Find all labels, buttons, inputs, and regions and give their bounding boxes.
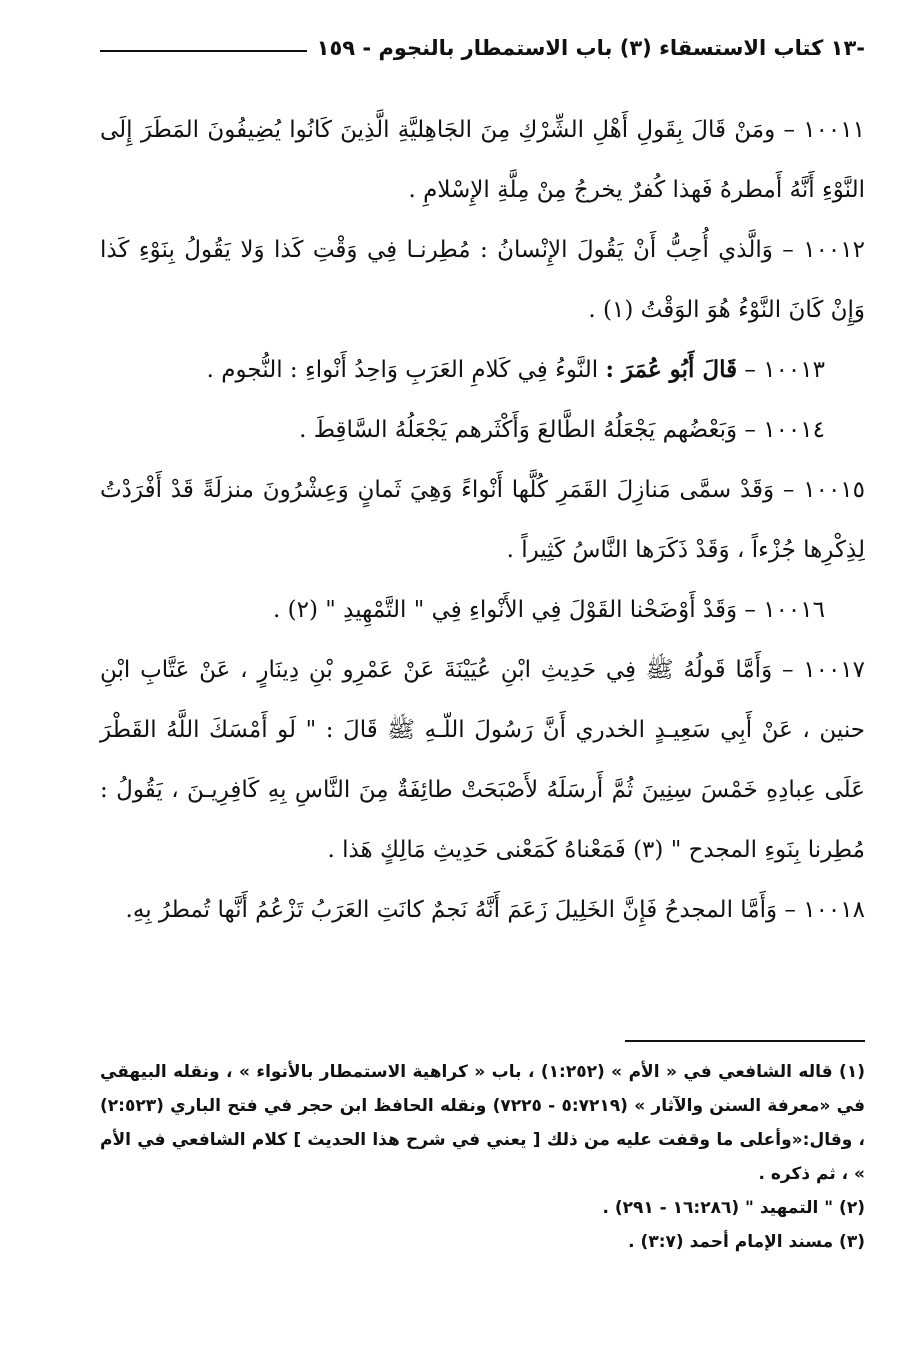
paragraph-text: وَقَدْ سمَّى مَنازِلَ القَمَرِ كُلَّها أَنْواءً وَهِيَ ثَمانٍ وَعِشْرُونَ منزلَةً قَدْ أَفْرَدْتُ لِذِكْرِها جُزْءاً ، وَقَدْ ذَكَرَها النَّاسُ كَثِيراً . — [100, 477, 865, 563]
paragraph-number: ١٠٠١٤ — [763, 417, 825, 443]
paragraph: ١٠٠١١ – ومَنْ قَالَ بِقَولِ أَهْلِ الشِّرْكِ مِنَ الجَاهِليَّةِ الَّذِينَ كَانُوا يُضِيفُونَ المَطَرَ إِلَى النَّوْءِ أَنَّهُ أَمطرهُ فَهذا كُفرٌ يخرجُ مِنْ مِلَّةِ الإِسْلامِ . — [100, 117, 865, 203]
paragraph-text: وَبَعْضُهم يَجْعَلُهُ الطَّالعَ وَأَكْثَرهم يَجْعَلُهُ السَّاقِطَ . — [299, 417, 738, 443]
paragraph-text: وَقَدْ أَوْضَحْنا القَوْلَ فِي الأَنْواءِ فِي " التَّمْهِيدِ " (٢) . — [272, 597, 738, 623]
paragraph-text: وَالَّذي أُحِبُّ أَنْ يَقُولَ الإِنْسانُ : مُطِرنـا فِي وَقْتِ كَذا وَلا يَقُولُ بِنَوْءِ كَذا وَإِنْ كَانَ النَّوْءُ هُوَ الوَقْتُ (١) . — [100, 237, 865, 323]
paragraph-number: ١٠٠١٦ — [763, 597, 825, 623]
footnote: (٢) " التمهيد " (١٦:٢٨٦ - ٢٩١) . — [602, 1198, 865, 1218]
paragraph-text: النَّوءُ فِي كَلامِ العَرَبِ وَاحِدُ أَنْواءِ : النُّجوم . — [206, 357, 599, 383]
footnote: (١) قاله الشافعي في « الأم » (١:٢٥٢) ، باب « كراهية الاستمطار بالأنواء » ، ونقله البيهقي في «معرفة السنن والآثار » (٥:٧٢١٩ - ٧٢٢٥) ونقله الحافظ ابن حجر في فتح الباري (٢:٥٢٣) ، وقال:«وأعلى ما وقفت عليه من ذلك [ يعني في شرح هذا الحديث ] كلام الشافعي في الأم » ، ثم ذكره . — [100, 1062, 865, 1184]
paragraph-text: وَأَمَّا المجدحُ فَإِنَّ الخَلِيلَ زَعَمَ أَنَّهُ نَجمٌ كانَتِ العَرَبُ تَزْعُمُ أَنَّها تُمطرُ بِهِ. — [125, 897, 778, 923]
paragraph-text: ومَنْ قَالَ بِقَولِ أَهْلِ الشِّرْكِ مِنَ الجَاهِليَّةِ الَّذِينَ كَانُوا يُضِيفُونَ المَطَرَ إِلَى النَّوْءِ أَنَّهُ أَمطرهُ فَهذا كُفرٌ يخرجُ مِنْ مِلَّةِ الإِسْلامِ . — [100, 117, 865, 203]
paragraph: ١٠٠١٦ – وَقَدْ أَوْضَحْنا القَوْلَ فِي الأَنْواءِ فِي " التَّمْهِيدِ " (٢) . — [272, 597, 825, 623]
header-title: -١٣ كتاب الاستسقاء (٣) باب الاستمطار بالنجوم - ١٥٩ — [316, 36, 865, 60]
paragraph-lead: قَالَ أَبُو عُمَرَ : — [605, 356, 738, 383]
paragraph: ١٠٠١٣ – قَالَ أَبُو عُمَرَ : النَّوءُ فِي كَلامِ العَرَبِ وَاحِدُ أَنْواءِ : النُّجوم . — [206, 356, 825, 383]
paragraph: ١٠٠١٥ – وَقَدْ سمَّى مَنازِلَ القَمَرِ كُلَّها أَنْواءً وَهِيَ ثَمانٍ وَعِشْرُونَ منزلَةً قَدْ أَفْرَدْتُ لِذِكْرِها جُزْءاً ، وَقَدْ ذَكَرَها النَّاسُ كَثِيراً . — [100, 477, 866, 563]
paragraph-number: ١٠٠١١ — [803, 117, 865, 143]
footnote: (٣) مسند الإمام أحمد (٣:٧) . — [628, 1232, 865, 1252]
running-header — [100, 28, 865, 68]
paragraph-number: ١٠٠١٧ — [803, 657, 866, 683]
paragraph: ١٠٠١٤ – وَبَعْضُهم يَجْعَلُهُ الطَّالعَ وَأَكْثَرهم يَجْعَلُهُ السَّاقِطَ . — [299, 417, 825, 443]
header-rule — [100, 50, 307, 52]
footnotes — [100, 1055, 865, 1259]
paragraph-number: ١٠٠١٨ — [803, 897, 865, 923]
main-text — [100, 100, 865, 940]
paragraph-text: وَأَمَّا قَولُهُ ﷺ فِي حَدِيثِ ابْنِ عُيَيْنَةَ عَنْ عَمْرِو بْنِ دِينَارٍ ، عَنْ عَتَّابِ ابْنِ حنين ، عَنْ أَبِي سَعِيـدٍ الخدري أَنَّ رَسُولَ اللّـهِ ﷺ قَالَ : " لَو أَمْسَكَ اللَّهُ القَطْرَ عَلَى عِبادِهِ خَمْسَ سِنِينَ ثُمَّ أَرسَلَهُ لأَصْبَحَتْ طائِفَةٌ مِنَ النَّاسِ بِهِ كَافِرِيـنَ ، يَقُولُ : مُطِرنا بِنَوءِ المجدح " (٣) فَمَعْناهُ كَمَعْنى حَدِيثِ مَالِكٍ هَذا . — [100, 657, 865, 863]
paragraph: ١٠٠١٢ – وَالَّذي أُحِبُّ أَنْ يَقُولَ الإِنْسانُ : مُطِرنـا فِي وَقْتِ كَذا وَلا يَقُولُ بِنَوْءِ كَذا وَإِنْ كَانَ النَّوْءُ هُوَ الوَقْتُ (١) . — [100, 237, 865, 323]
paragraph-number: ١٠٠١٢ — [803, 237, 865, 263]
footnote-separator — [625, 1040, 865, 1042]
paragraph: ١٠٠١٧ – وَأَمَّا قَولُهُ ﷺ فِي حَدِيثِ ابْنِ عُيَيْنَةَ عَنْ عَمْرِو بْنِ دِينَارٍ ، عَنْ عَتَّابِ ابْنِ حنين ، عَنْ أَبِي سَعِيـدٍ الخدري أَنَّ رَسُولَ اللّـهِ ﷺ قَالَ : " لَو أَمْسَكَ اللَّهُ القَطْرَ عَلَى عِبادِهِ خَمْسَ سِنِينَ ثُمَّ أَرسَلَهُ لأَصْبَحَتْ طائِفَةٌ مِنَ النَّاسِ بِهِ كَافِرِيـنَ ، يَقُولُ : مُطِرنا بِنَوءِ المجدح " (٣) فَمَعْناهُ كَمَعْنى حَدِيثِ مَالِكٍ هَذا . — [100, 657, 866, 863]
paragraph-number: ١٠٠١٣ — [763, 357, 825, 383]
paragraph: ١٠٠١٨ – وَأَمَّا المجدحُ فَإِنَّ الخَلِيلَ زَعَمَ أَنَّهُ نَجمٌ كانَتِ العَرَبُ تَزْعُمُ أَنَّها تُمطرُ بِهِ. — [125, 897, 865, 923]
paragraph-number: ١٠٠١٥ — [803, 477, 866, 503]
